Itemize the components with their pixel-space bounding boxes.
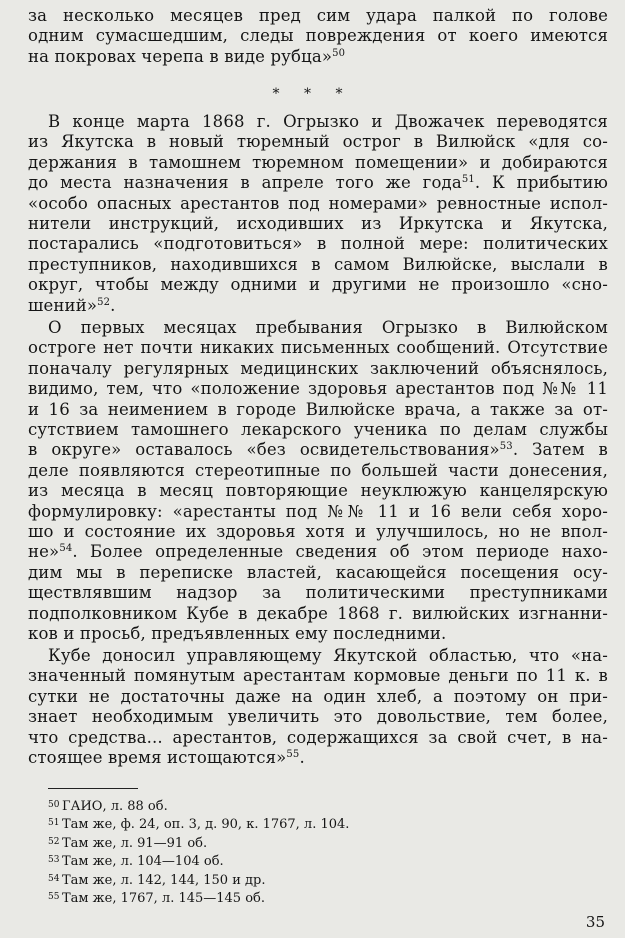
footnote-ref: 54 (59, 543, 73, 555)
text-line: знает необходимым увеличить это довольствие, тем более, (28, 707, 608, 727)
text-line: В конце марта 1868 г. Огрызко и Двожачек переводятся (48, 112, 608, 131)
footnote: 53 Там же, л. 104—104 об. (48, 854, 224, 870)
text-line: О первых месяцах пребывания Огрызко в Вилюйском (48, 318, 608, 337)
text-line: остроге нет почти никаких письменных сообщений. Отсутствие (28, 338, 608, 358)
top-paragraph (28, 6, 608, 67)
text-line: из месяца в месяц повторяющие неуклюжую канцелярскую (28, 481, 608, 501)
footnote: 55 Там же, 1767, л. 145—145 об. (48, 891, 265, 907)
text-line: шений»$^{52}$. (28, 295, 116, 315)
text-line: в округе» оставалось «без освидетельствования»$^{53}$. Затем в (28, 440, 608, 460)
footnote-ref: 51 (461, 174, 475, 186)
text-line: округ, чтобы между одними и другими не произошло «сно- (28, 275, 608, 295)
text-line: постарались «подготовиться» в полной мере: политических (28, 234, 608, 254)
text-line: из Якутска в новый тюремный острог в Вилюйск «для со- (28, 132, 608, 152)
footnotes (48, 797, 448, 907)
footnote-ref: 53 (499, 441, 513, 453)
text-line: сутки не достаточны даже на один хлеб, а поэтому он при- (28, 686, 608, 706)
text-line: сутствием тамошнего лекарского ученика по делам службы (28, 420, 608, 440)
text-line: одним сумасшедшим, следы повреждения от коего имеются (28, 26, 608, 46)
text-line: Кубе доносил управляющему Якутской областью, что «на- (48, 646, 608, 665)
footnote: 50 ГАИО, л. 88 об. (48, 799, 168, 814)
text-line: деле появляются стереотипные по большей части донесения, (28, 460, 608, 480)
text-line: ществлявшим надзор за политическими преступниками (28, 583, 608, 603)
text-line: «особо опасных арестантов под номерами» ревностные испол- (28, 193, 608, 213)
paragraph-1 (28, 112, 608, 316)
text-line: за несколько месяцев пред сим удара палкой по голове (28, 6, 608, 25)
text-line: на покровах черепа в виде рубца»$^{50}$ (28, 46, 346, 66)
text-line: стоящее время истощаются»$^{55}$. (28, 748, 305, 768)
footnote: 51 Там же, ф. 24, оп. 3, д. 90, к. 1767, л. 104. (48, 817, 350, 833)
text-line: значенный помянутым арестантам кормовые деньги по 11 к. в (28, 666, 608, 686)
text-line: видимо, тем, что «положение здоровья арестантов под №№ 11 (28, 379, 608, 399)
text-line: подполковником Кубе в декабре 1868 г. вилюйских изгнанни- (28, 603, 608, 623)
page-number: 35 (585, 913, 605, 931)
footnote: 52 Там же, л. 91—91 об. (48, 835, 208, 851)
text-line: преступников, находившихся в самом Вилюйске, выслали в (28, 254, 608, 274)
text-line: шо и состояние их здоровья хотя и улучшилось, но не впол- (28, 522, 608, 542)
footnote-ref: 52 (97, 296, 111, 308)
text-line: нители инструкций, исходивших из Иркутска и Якутска, (28, 214, 608, 234)
paragraph-2 (28, 318, 608, 645)
text-line: и 16 за неимением в городе Вилюйске врача, а также за от- (28, 399, 608, 419)
text-line: дим мы в переписке властей, касающейся посещения осу- (28, 562, 608, 582)
footnote-divider (48, 788, 138, 789)
text-line: что средства... арестантов, содержащихся за свой счет, в на- (28, 727, 608, 747)
footnote-ref: 55 (286, 749, 300, 761)
text-line: формулировку: «арестанты под №№ 11 и 16 вели себя хоро- (28, 501, 608, 521)
text-line: до места назначения в апреле того же года$^{51}$. К прибытию (28, 173, 608, 193)
footnote-ref: 50 (332, 47, 346, 59)
text-line: ков и просьб, предъявленных ему последними. (28, 624, 447, 644)
footnote: 54 Там же, л. 142, 144, 150 и др. (48, 872, 266, 888)
paragraph-3 (28, 646, 608, 768)
section-separator: * * * (272, 86, 353, 102)
text-line: держания в тамошнем тюремном помещении» и добираются (28, 152, 608, 172)
text-line: поначалу регулярных медицинских заключений объяснялось, (28, 358, 608, 378)
text-line: не»$^{54}$. Более определенные сведения об этом периоде нахо- (28, 542, 608, 562)
